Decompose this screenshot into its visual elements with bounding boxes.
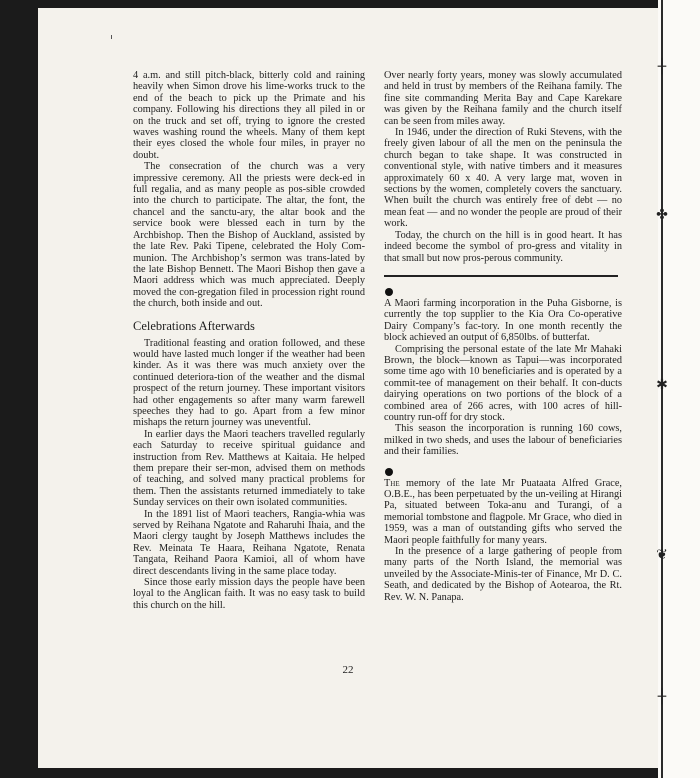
ornament-icon: ✱ xyxy=(656,377,668,393)
paragraph: Since those early mission days the people have been loyal to the Anglican faith. It was no easy task to build this church on the hill. xyxy=(133,577,365,611)
paragraph: A Maori farming incorporation in the Puha Gisborne, is currently the top supplier to the Kia Ora Co-operative Dairy Company’s fac-tory. In one month recently the block achieved an output of 6,850lbs. of butterfat. xyxy=(384,297,622,344)
paragraph: 4 a.m. and still pitch-black, bitterly cold and raining heavily when Simon drove his lime-works truck to the end of the beach to pick up the Primate and his company. Following his directions they all piled in or on the truck and set off, trying to ignore the crested waves washing round the wheels. Many of them kept their eyes closed the whole four miles, in prayer no doubt. xyxy=(133,70,365,161)
paragraph: The consecration of the church was a very impressive ceremony. All the priests were deck-ed in full regalia, and as many people as pos-sible crowded into the church to participate. The altar, the font, the chancel and the sanctu-ary, the altar book and the service book were blessed each in turn by the Archbishop. Then the Bishop of Auckland, assisted by the late Rev. Paki Tipene, celebrated the Holy Com-munion. The Archbishop’s sermon was trans-lated by the late Bishop Bennett. The Maori Bishop then gave a Maori address which was much appreciated. Deeply moved the con-gregation filed in procession right round the church, both inside and out. xyxy=(133,161,365,310)
paragraph: Comprising the personal estate of the late Mr Mahaki Brown, the block—known as Tapui—was incorporated some time ago with 10 beneficiaries and is operated by a commit-tee of management on their behalf. It con-ducts dairying operations on two portions of the block of a combined area of 266 acres, with 100 acres of hill-country run-off for dry stock. xyxy=(384,343,622,423)
ornament-icon: ┼ xyxy=(657,59,667,75)
scan-mark xyxy=(111,35,112,39)
paragraph: In the presence of a large gathering of people from many parts of the North Island, the memorial was unveiled by the Associate-Minis-ter of Finance, Mr D. C. Seath, and dedicated by the Bishop of Aotearoa, the Rt. Rev. W. N. Panapa. xyxy=(384,546,622,603)
paragraph: In the 1891 list of Maori teachers, Rangia-whia was served by Reihana Ngatote and Raharuhi Ihaia, and the Maori clergy taught by Joseph Matthews includes the Rev. Meinata Te Haara, Reihana Ngatote, Renata Tangata, Reihand Paora Kamioi, all of whom have direct descendants living in the same place today. xyxy=(133,508,365,577)
right-column xyxy=(384,70,622,603)
paragraph: In earlier days the Maori teachers travelled regularly each Saturday to receive spiritual guidance and instruction from Rev. Matthews at Kaitaia. He helped them prepare their ser-mon, advised them on methods of teaching, and solved many practical problems for them. Then the assistants returned immediately to take Sunday services on their own isolated communities. xyxy=(133,428,365,509)
ornament-icon: ❦ xyxy=(656,547,668,563)
section-heading: Celebrations Afterwards xyxy=(133,318,255,333)
ornament-icon: ┼ xyxy=(657,689,667,705)
paragraph: Over nearly forty years, money was slowly accumulated and held in trust by members of the Reihana family. The fine site commanding Merita Bay and Cape Karekare was given by the Reihana family and the church itself can be seen from miles away. xyxy=(384,70,622,127)
paragraph-text: memory of the late Mr Puataata Alfred Grace, O.B.E., has been perpetuated by the un-veiling at Hirangi Pa, situated between Toka-anu and Turangi, of a memorial tombstone and flagpole. Mr Grace, who died in 1959, was a man of outstanding gifts who served the Maori people faithfully for many years. xyxy=(384,477,622,546)
paragraph: Today, the church on the hill is in good heart. It has indeed become the symbol of pro-gress and vitality in that small but now pros-perous community. xyxy=(384,229,622,264)
paragraph: Traditional feasting and oration followed, and these would have lasted much longer if the weather had been kinder. As it was there was much anxiety over the continued deteriora-tion of the weather and the dismal prospect of the return journey. These important visitors had other engagements so after many warm farewell speeches they had to go. Apart from a few minor mishaps the return journey was uneventful. xyxy=(133,337,365,429)
section-divider xyxy=(384,275,618,277)
bullet-icon xyxy=(385,288,393,296)
page-number: 22 xyxy=(342,664,354,676)
left-column xyxy=(133,70,365,611)
paragraph: In 1946, under the direction of Ruki Stevens, with the freely given labour of all the men on the peninsula the church began to take shape. It was constructed in conventional style, with native timbers and it measures approximately 60 x 40. A very large mat, woven in sections by the women, completely covers the sanctuary. When built the church was entirely free of debt — no mean feat — and no wonder the people are proud of their work. xyxy=(384,127,622,230)
paragraph xyxy=(384,478,622,546)
paragraph: This season the incorporation is running 160 cows, milked in two sheds, and uses the labour of beneficiaries and their families. xyxy=(384,423,622,458)
bullet-icon xyxy=(385,468,393,476)
document-page xyxy=(38,8,658,768)
lead-word: The xyxy=(384,477,400,489)
ornament-icon: ✤ xyxy=(656,207,668,223)
